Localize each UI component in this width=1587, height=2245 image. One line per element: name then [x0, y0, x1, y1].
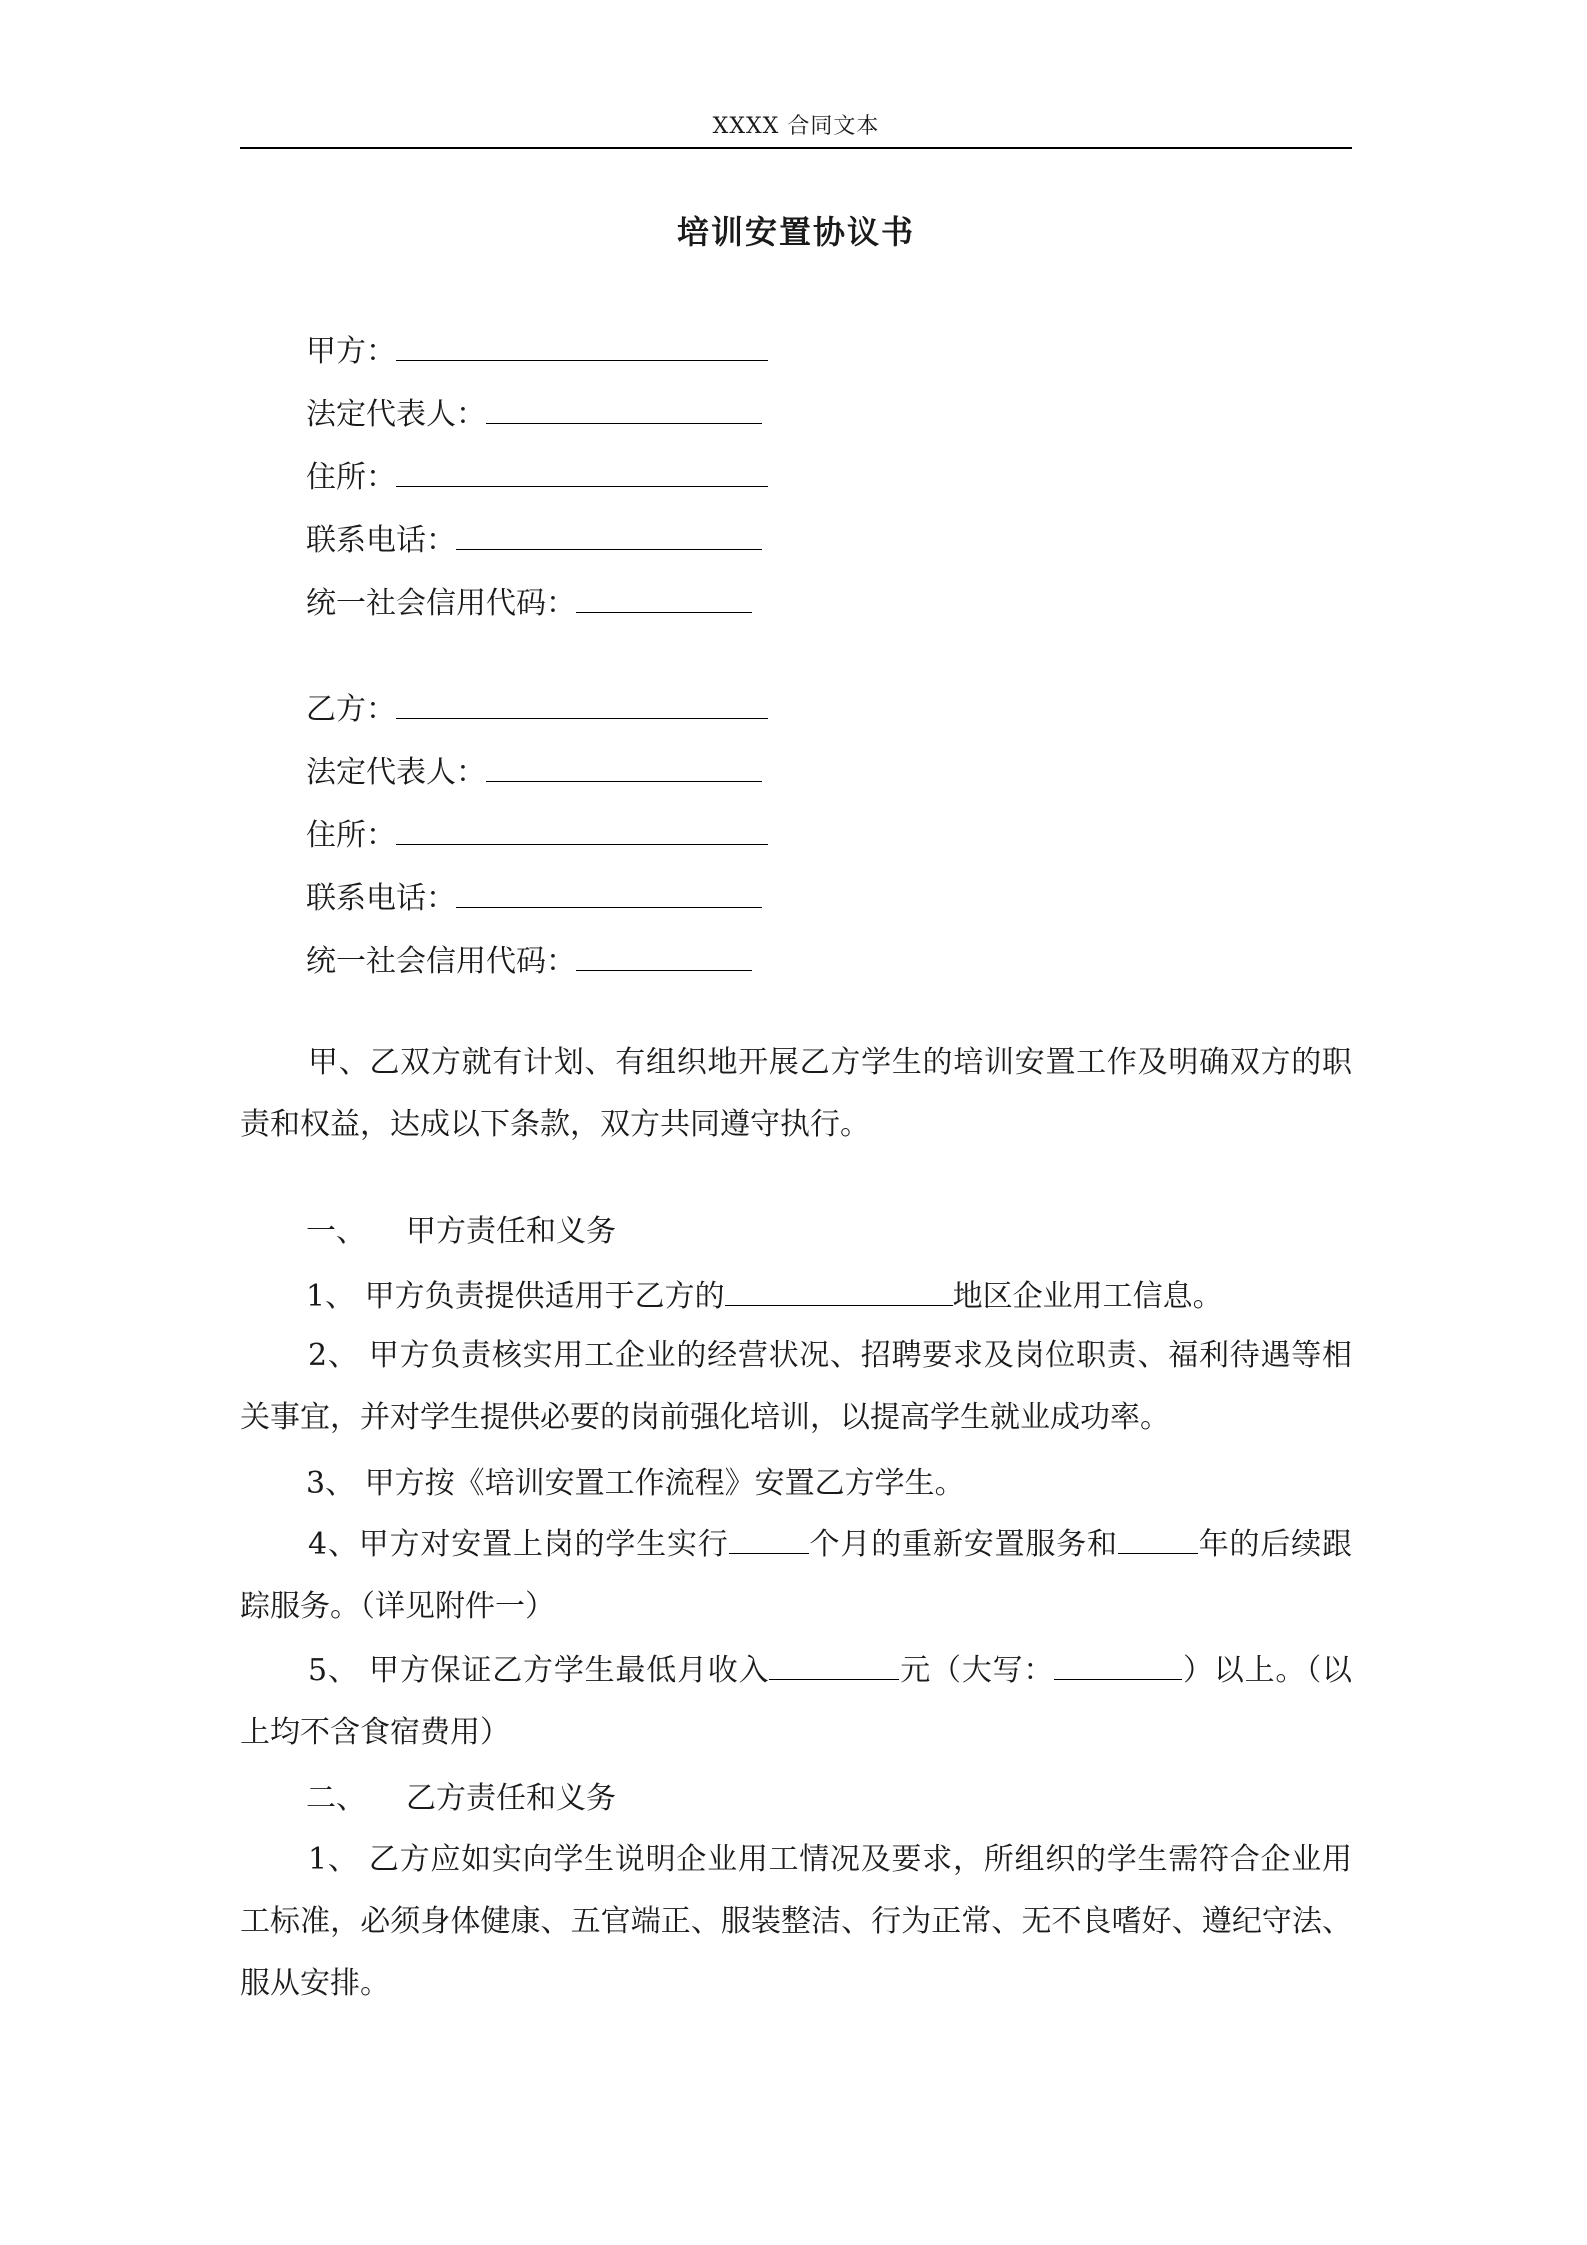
- section1-item4-years-blank[interactable]: [1118, 1523, 1198, 1554]
- party-b-name-blank[interactable]: [396, 688, 768, 719]
- section1-number: 一、: [306, 1214, 366, 1249]
- party-b-rep-label: 法定代表人：: [306, 755, 486, 790]
- party-a-rep-label: 法定代表人：: [306, 397, 486, 432]
- party-a-rep-blank[interactable]: [486, 393, 762, 424]
- party-a-phone-row: [306, 519, 762, 561]
- section1-item5-c: ）以上。（以上均不含食宿费用）: [240, 1653, 1353, 1750]
- party-a-address-label: 住所：: [306, 460, 396, 495]
- section1-item4-a: 4、甲方对安置上岗的学生实行: [308, 1527, 729, 1562]
- party-a-name-row: [306, 330, 768, 372]
- party-a-credit-label: 统一社会信用代码：: [306, 586, 576, 621]
- party-b-rep-blank[interactable]: [486, 751, 762, 782]
- party-a-phone-label: 联系电话：: [306, 523, 456, 558]
- party-a-name-label: 甲方：: [306, 334, 396, 369]
- section2-title: 乙方责任和义务: [406, 1781, 616, 1816]
- party-b-address-label: 住所：: [306, 818, 396, 853]
- section1-item4-b: 个月的重新安置服务和: [808, 1527, 1118, 1562]
- header-divider: [240, 147, 1352, 149]
- party-a-rep-row: [306, 393, 762, 435]
- section1-title: 甲方责任和义务: [406, 1214, 616, 1249]
- section1-item3: 3、 甲方按《培训安置工作流程》安置乙方学生。: [306, 1466, 965, 1501]
- section1-heading: [306, 1212, 616, 1252]
- party-a-name-blank[interactable]: [396, 330, 768, 361]
- section1-item1-pre: 1、 甲方负责提供适用于乙方的: [306, 1279, 725, 1314]
- section1-item5-amount-blank[interactable]: [769, 1649, 899, 1680]
- party-b-address-blank[interactable]: [396, 814, 768, 845]
- party-b-credit-row: [306, 940, 752, 982]
- party-b-phone-row: [306, 877, 762, 919]
- party-b-address-row: [306, 814, 768, 856]
- party-b-name-label: 乙方：: [306, 692, 396, 727]
- party-a-address-blank[interactable]: [396, 456, 768, 487]
- document-title: 培训安置协议书: [676, 213, 915, 251]
- party-a-credit-row: [306, 582, 752, 624]
- section1-item4-c: 年的后续跟踪服务。（详见附件一）: [240, 1527, 1353, 1624]
- section1-item5: [240, 1640, 1352, 1764]
- party-a-credit-blank[interactable]: [576, 582, 752, 613]
- party-b-rep-row: [306, 751, 762, 793]
- section1-item1-post: 地区企业用工信息。: [952, 1279, 1223, 1314]
- section2-item1: 1、 乙方应如实向学生说明企业用工情况及要求，所组织的学生需符合企业用工标准，必须身体健康、五官端正、服装整洁、行为正常、无不良嗜好、遵纪守法、服从安排。: [240, 1842, 1352, 2001]
- section1-item1-region-blank[interactable]: [725, 1275, 953, 1306]
- section1-item2: 2、 甲方负责核实用工企业的经营状况、招聘要求及岗位职责、福利待遇等相关事宜，并对学生提供必要的岗前强化培训，以提高学生就业成功率。: [240, 1338, 1352, 1435]
- section1-item4: [240, 1514, 1352, 1638]
- section2-number: 二、: [306, 1781, 366, 1816]
- party-b-credit-blank[interactable]: [576, 940, 752, 971]
- section2-heading: [306, 1779, 616, 1819]
- party-b-credit-label: 统一社会信用代码：: [306, 944, 576, 979]
- party-a-phone-blank[interactable]: [456, 519, 762, 550]
- section1-item5-words-blank[interactable]: [1054, 1649, 1182, 1680]
- intro-paragraph: 甲、乙双方就有计划、有组织地开展乙方学生的培训安置工作及明确双方的职责和权益，达成以下条款，双方共同遵守执行。: [240, 1045, 1352, 1142]
- party-a-address-row: [306, 456, 768, 498]
- party-b-phone-blank[interactable]: [456, 877, 762, 908]
- section1-item4-months-blank[interactable]: [729, 1523, 809, 1554]
- party-b-phone-label: 联系电话：: [306, 881, 456, 916]
- section1-item5-a: 5、 甲方保证乙方学生最低月收入: [308, 1653, 770, 1688]
- section1-item5-b: 元（大写：: [899, 1653, 1055, 1688]
- party-b-name-row: [306, 688, 768, 730]
- section1-item1: [306, 1275, 1223, 1317]
- page-header: XXXX 合同文本: [712, 114, 880, 139]
